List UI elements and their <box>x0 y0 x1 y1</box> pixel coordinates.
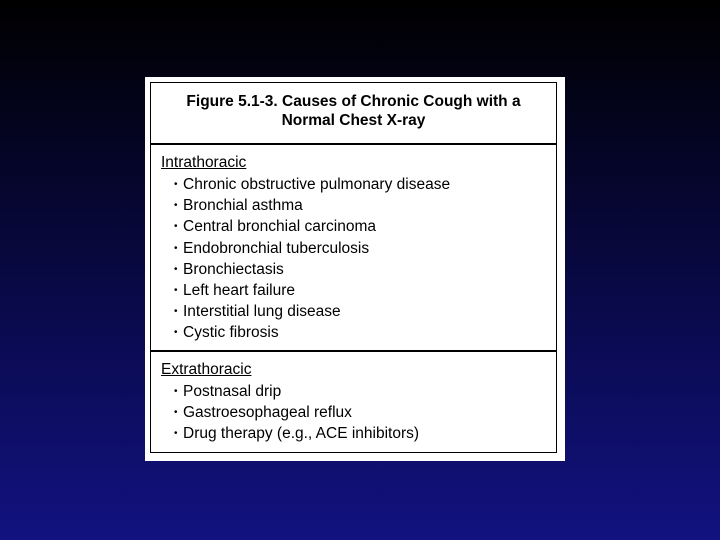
cause-label: Bronchiectasis <box>183 260 284 278</box>
bullet-icon: • <box>174 221 178 233</box>
list-item <box>174 238 556 259</box>
bullet-icon: • <box>174 242 178 254</box>
section-heading: Extrathoracic <box>161 361 252 378</box>
list-item <box>174 216 556 237</box>
cause-list <box>161 381 556 445</box>
section-intrathoracic <box>151 145 556 352</box>
bullet-icon: • <box>174 327 178 339</box>
list-item <box>174 301 556 322</box>
cause-label: Endobronchial tuberculosis <box>183 239 370 257</box>
bullet-icon: • <box>174 386 178 397</box>
bullet-icon: • <box>174 263 178 275</box>
figure-title-line-2: Normal Chest X-ray <box>281 112 426 129</box>
cause-label: Chronic obstructive pulmonary disease <box>183 176 451 193</box>
bullet-icon: • <box>174 306 178 318</box>
bullet-icon: • <box>174 200 178 212</box>
list-item <box>174 174 556 195</box>
figure-panel <box>145 77 565 461</box>
cause-label: Gastroesophageal reflux <box>183 404 352 422</box>
cause-label: Central bronchial carcinoma <box>183 218 376 236</box>
list-item <box>174 195 556 216</box>
section-heading: Intrathoracic <box>161 154 247 171</box>
list-item <box>174 322 556 343</box>
figure-title <box>151 83 556 145</box>
bullet-icon: • <box>174 428 178 440</box>
list-item <box>174 402 556 423</box>
section-extrathoracic <box>151 352 556 445</box>
bullet-icon: • <box>174 179 178 190</box>
list-item <box>174 280 556 301</box>
cause-label: Interstitial lung disease <box>183 303 341 321</box>
figure-title-line-1: Figure 5.1-3. Causes of Chronic Cough with a <box>186 93 521 110</box>
list-item <box>174 423 556 444</box>
list-item <box>174 381 556 402</box>
figure-table <box>150 82 557 453</box>
cause-label: Postnasal drip <box>183 383 282 400</box>
bullet-icon: • <box>174 285 178 297</box>
cause-list <box>161 174 556 344</box>
cause-label: Drug therapy (e.g., ACE inhibitors) <box>183 425 420 443</box>
list-item <box>174 259 556 280</box>
cause-label: Bronchial asthma <box>183 197 303 215</box>
cause-label: Left heart failure <box>183 282 296 300</box>
cause-label: Cystic fibrosis <box>183 324 279 342</box>
bullet-icon: • <box>174 407 178 419</box>
